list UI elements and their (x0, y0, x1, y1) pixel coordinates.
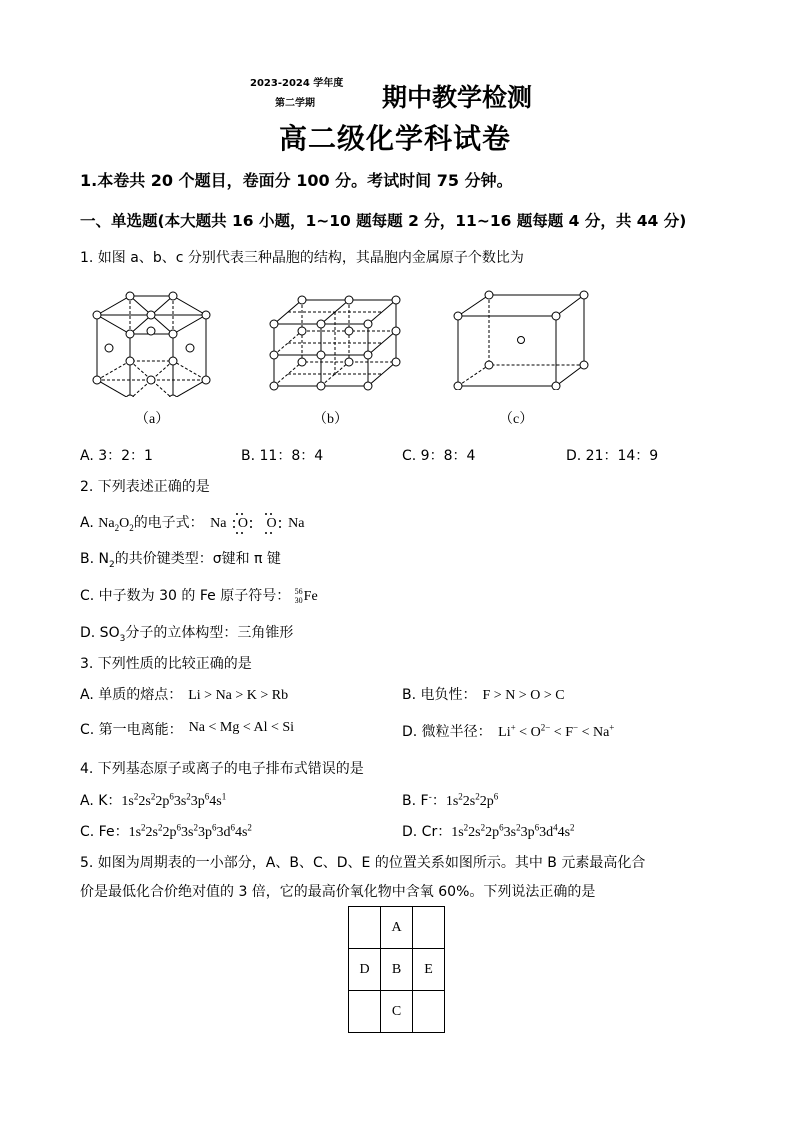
pt-cell (413, 907, 445, 949)
q2-c-text: C. 中子数为 30 的 Fe 原子符号： (80, 588, 291, 604)
lewis-o2-symbol: O (266, 516, 277, 531)
q4-a-config: $1s^22s^22p^63s^23p^64s^1$ (121, 791, 227, 809)
lewis-oxygen-2 (262, 516, 282, 532)
lewis-na-right: Na (288, 516, 305, 531)
q3-d-lt2: < (550, 725, 566, 740)
q3-d-na: Na (592, 725, 610, 740)
q1-option-a[interactable]: A. 3：2：1 (80, 448, 153, 464)
q2-a-prefix: A. (80, 515, 99, 531)
q2-option-d[interactable] (80, 622, 293, 644)
q4-a-label: A. K： (80, 793, 122, 809)
q3-b-label: B. 电负性： (402, 687, 477, 703)
nuclide-atomic: 30 (294, 596, 303, 605)
q4-option-b[interactable] (402, 790, 498, 810)
q4-option-a[interactable] (80, 790, 226, 810)
crystal-cell-a (85, 282, 225, 397)
q4-d-label: D. Cr： (402, 824, 452, 840)
question-3-stem: 3. 下列性质的比较正确的是 (80, 656, 252, 672)
q3-option-a[interactable] (80, 684, 288, 704)
q3-c-expr: Na < Mg < Al < Si (188, 720, 295, 735)
pt-cell-d: D (349, 949, 381, 991)
q2-option-a[interactable] (80, 512, 304, 533)
cell-c-label: （c） (499, 412, 534, 427)
q2-a-o: O (119, 516, 130, 531)
q2-a-text: 的电子式： (133, 515, 204, 531)
q4-d-config: $1s^22s^22p^63s^23p^63d^44s^2$ (451, 822, 575, 840)
q3-option-d[interactable]: D. 微粒半径： $Li^+ < O^{2-} < F^- < Na^+$ (402, 722, 615, 740)
periodic-table-fragment (348, 906, 445, 1033)
nuclide-mass: 56 (294, 587, 303, 596)
lewis-na-left: Na (210, 516, 227, 531)
pt-cell (349, 907, 381, 949)
question-4-stem: 4. 下列基态原子或离子的电子排布式错误的是 (80, 761, 364, 777)
nuclide-symbol: Fe (303, 589, 318, 604)
lewis-oxygen-1 (233, 516, 253, 532)
cell-b-label: （b） (313, 412, 348, 427)
q1-option-c[interactable]: C. 9：8：4 (402, 448, 476, 464)
q2-d-text: 分子的立体构型：三角锥形 (125, 625, 294, 641)
question-1-stem: 1. 如图 a、b、c 分别代表三种晶胞的结构，其晶胞内金属原子个数比为 (80, 250, 524, 266)
crystal-cell-b (268, 292, 408, 392)
q3-a-expr: Li > Na > K > Rb (188, 688, 289, 703)
q3-option-b[interactable] (402, 684, 565, 704)
exam-name: 期中教学检测 (382, 83, 533, 112)
pt-cell-e: E (413, 949, 445, 991)
q4-option-c[interactable] (80, 821, 252, 841)
question-5-line1: 5. 如图为周期表的一小部分，A、B、C、D、E 的位置关系如图所示。其中 B 元素最高化合 (80, 855, 646, 871)
question-5-line2: 价是最低化合价绝对值的 3 倍，它的最高价氧化物中含氧 60%。下列说法正确的是 (80, 884, 596, 900)
school-year: 2023-2024 学年度 (250, 78, 344, 89)
q3-d-lt3: < (578, 725, 593, 740)
pt-cell-b: B (381, 949, 413, 991)
pt-cell (413, 991, 445, 1033)
q1-option-b[interactable]: B. 11：8：4 (241, 448, 324, 464)
q4-b-colon: ： (431, 793, 446, 809)
q3-d-f: F (565, 725, 573, 740)
q1-option-d[interactable]: D. 21：14：9 (566, 448, 659, 464)
q3-option-c[interactable] (80, 719, 294, 739)
pt-cell-a: A (381, 907, 413, 949)
q4-c-label: C. Fe： (80, 824, 129, 840)
q3-d-li: Li (498, 725, 511, 740)
q3-b-expr: F > N > O > C (482, 688, 565, 703)
q4-b-charge: - (428, 792, 432, 803)
nuclide-notation (295, 587, 303, 605)
pt-cell-c: C (381, 991, 413, 1033)
q3-d-label: D. 微粒半径： (402, 724, 492, 740)
q2-b-prefix: B. N (80, 551, 109, 567)
q4-b-label: B. F (402, 793, 429, 809)
q2-option-c[interactable] (80, 585, 318, 605)
q3-d-lt1: < (515, 725, 531, 740)
q4-b-config: $1s^22s^22p^6$ (445, 791, 499, 809)
q2-d-prefix: D. SO (80, 625, 120, 641)
q2-d-sub: 3 (119, 633, 126, 644)
q3-c-label: C. 第一电离能： (80, 722, 183, 738)
q3-d-o-charge: 2− (540, 722, 551, 733)
semester: 第二学期 (275, 98, 315, 109)
instructions: 1.本卷共 20 个题目，卷面分 100 分。考试时间 75 分钟。 (80, 171, 513, 190)
q4-option-d[interactable] (402, 821, 575, 841)
q2-option-b[interactable] (80, 548, 281, 570)
pt-cell (349, 991, 381, 1033)
page-title: 高二级化学科试卷 (279, 122, 512, 155)
q3-d-o: O (530, 725, 541, 740)
q3-a-label: A. 单质的熔点： (80, 687, 183, 703)
q2-a-sub1: 2 (114, 522, 120, 533)
question-2-stem: 2. 下列表述正确的是 (80, 479, 210, 495)
q2-b-text: 的共价键类型：σ键和 π 键 (114, 551, 281, 567)
q4-c-config: $1s^22s^22p^63s^23p^63d^64s^2$ (128, 822, 252, 840)
lewis-o1-symbol: O (237, 516, 249, 531)
q2-a-na: Na (98, 516, 115, 531)
cell-a-label: （a） (135, 412, 170, 427)
section-heading: 一、单选题(本大题共 16 小题，1~10 题每题 2 分，11~16 题每题 4 分，共 44 分) (80, 212, 687, 230)
crystal-cell-c (452, 290, 592, 390)
q2-a-sub2: 2 (129, 522, 134, 533)
q2-b-sub: 2 (108, 559, 115, 570)
